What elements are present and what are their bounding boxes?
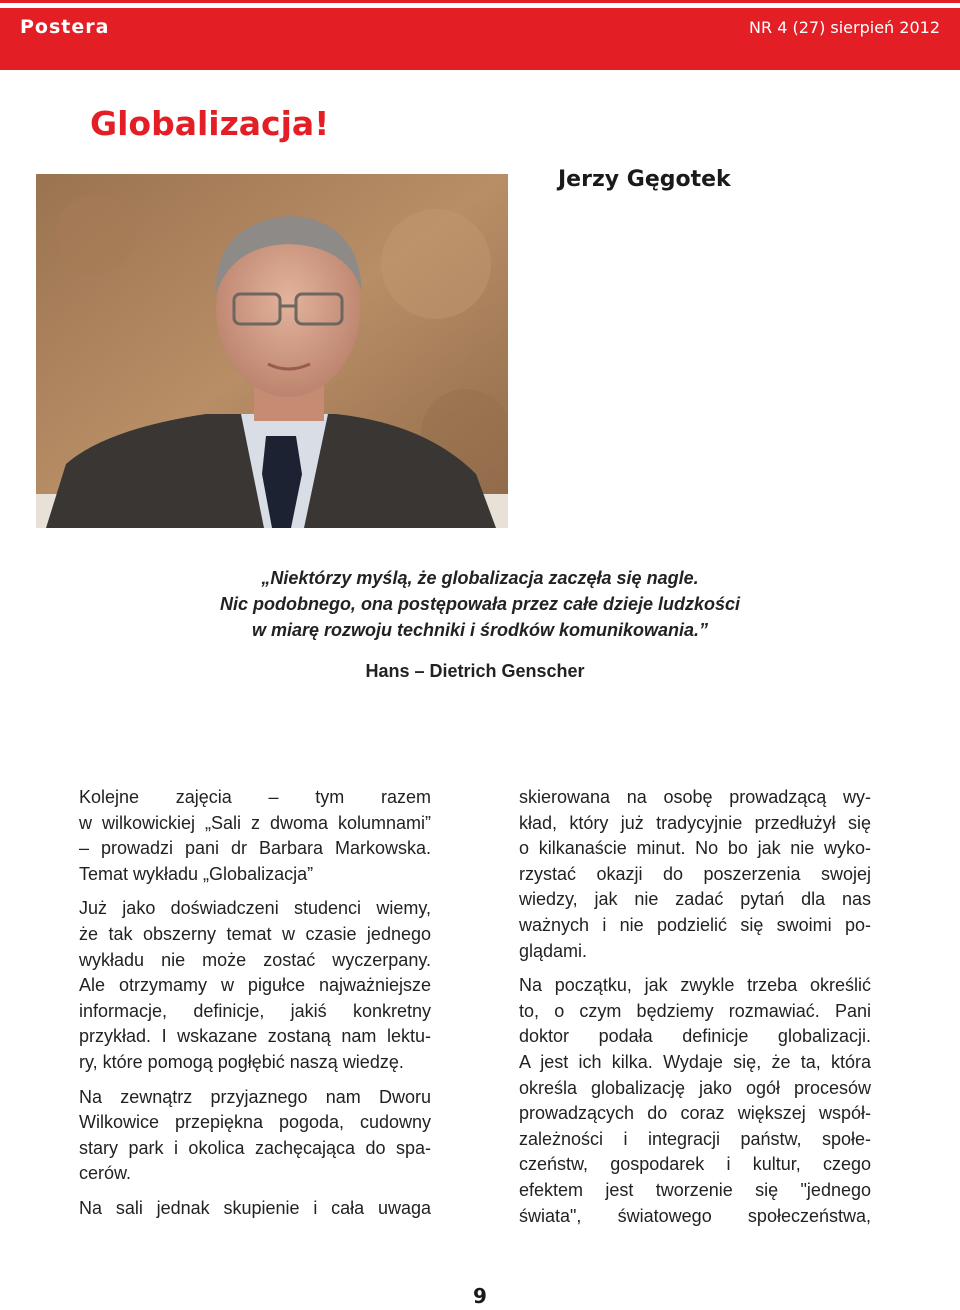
text-line: stary park i okolica zachęcająca do spa- [79, 1137, 431, 1158]
text-line: A jest ich kilka. Wydaje się, że ta, która [519, 1051, 871, 1072]
text-line: wykładu nie może zostać wyczerpany. [79, 949, 431, 970]
text-line: Temat wykładu „Globalizacja” [79, 863, 314, 884]
paragraph [519, 785, 871, 964]
text-line: – prowadzi pani dr Barbara Markowska. [79, 838, 431, 859]
text-line: ważnych i nie podzielić się swoimi po- [519, 914, 871, 935]
text-line: informacje, definicje, jakiś konkretny [79, 1000, 431, 1021]
text-line: Na początku, jak zwykle trzeba określić [519, 975, 871, 996]
text-line: określa globalizację jako ogół procesów [519, 1077, 871, 1098]
text-line: doktor podała definicje globalizacji. [519, 1026, 871, 1047]
text-line: prowadzących do coraz większej współ- [519, 1103, 871, 1124]
paragraph [79, 1196, 431, 1222]
paragraph [79, 896, 431, 1075]
quote-line: „Niektórzy myślą, że globalizacja zaczęła się nagle. [261, 568, 699, 588]
text-line: Kolejne zajęcia – tym razem [79, 787, 431, 807]
issue-info: NR 4 (27) sierpień 2012 [749, 18, 940, 37]
text-line: Wilkowice przepiękna pogoda, cudowny [79, 1112, 431, 1133]
author-photo [36, 174, 508, 528]
text-line: świata", światowego społeczeństwa, [519, 1205, 871, 1226]
text-line: to, o czym będziemy rozmawiać. Pani [519, 1000, 871, 1021]
text-line: ry, które pomogą pogłębić naszą wiedzę. [79, 1051, 404, 1072]
portrait-photo-icon [36, 174, 508, 528]
page-header [0, 8, 960, 70]
text-column-left [79, 785, 431, 1222]
text-line: że tak obszerny temat w czasie jednego [79, 923, 431, 944]
text-line: Na zewnątrz przyjaznego nam Dworu [79, 1086, 431, 1107]
text-line: efektem jest tworzenie się "jednego [519, 1179, 871, 1200]
page-number: 9 [473, 1284, 487, 1308]
text-line: Ale otrzymamy w pigułce najważniejsze [79, 975, 431, 996]
quote-line: Nic podobnego, ona postępowała przez całe dzieje ludzkości [219, 594, 741, 614]
quote-author: Hans – Dietrich Genscher [365, 661, 585, 681]
text-line: Na sali jednak skupienie i cała uwaga [79, 1197, 431, 1218]
text-line: cerów. [79, 1163, 132, 1184]
text-line: kład, który już tradycyjnie przedłużył się [519, 812, 871, 833]
text-line: Już jako doświadczeni studenci wiemy, [79, 898, 431, 919]
text-line: o kilkanaście minut. No bo jak nie wyko- [519, 838, 871, 859]
text-line: glądami. [519, 940, 588, 961]
pull-quote [100, 565, 860, 643]
paragraph [79, 785, 431, 887]
magazine-name: Postera [20, 16, 110, 38]
text-line: przykład. I wskazane zostaną nam lektu- [79, 1026, 431, 1047]
text-line: czeństw, gospodarek i kultur, czego [519, 1154, 871, 1175]
paragraph [79, 1085, 431, 1187]
paragraph [519, 973, 871, 1229]
text-line: rzystać okazji do poszerzenia swojej [519, 863, 871, 884]
text-column-right [519, 785, 871, 1229]
text-line: w wilkowickiej „Sali z dwoma kolumnami” [79, 812, 431, 833]
text-line: wiedzy, jak nie zadać pytań dla nas [519, 889, 871, 910]
article-author: Jerzy Gęgotek [558, 167, 731, 192]
top-accent-line [0, 0, 960, 3]
article-title: Globalizacja! [90, 104, 330, 143]
quote-line: w miarę rozwoju techniki i środków komunikowania.” [251, 620, 709, 640]
text-line: skierowana na osobę prowadzącą wy- [519, 787, 871, 807]
text-line: zależności i integracji państw, społe- [519, 1128, 871, 1149]
